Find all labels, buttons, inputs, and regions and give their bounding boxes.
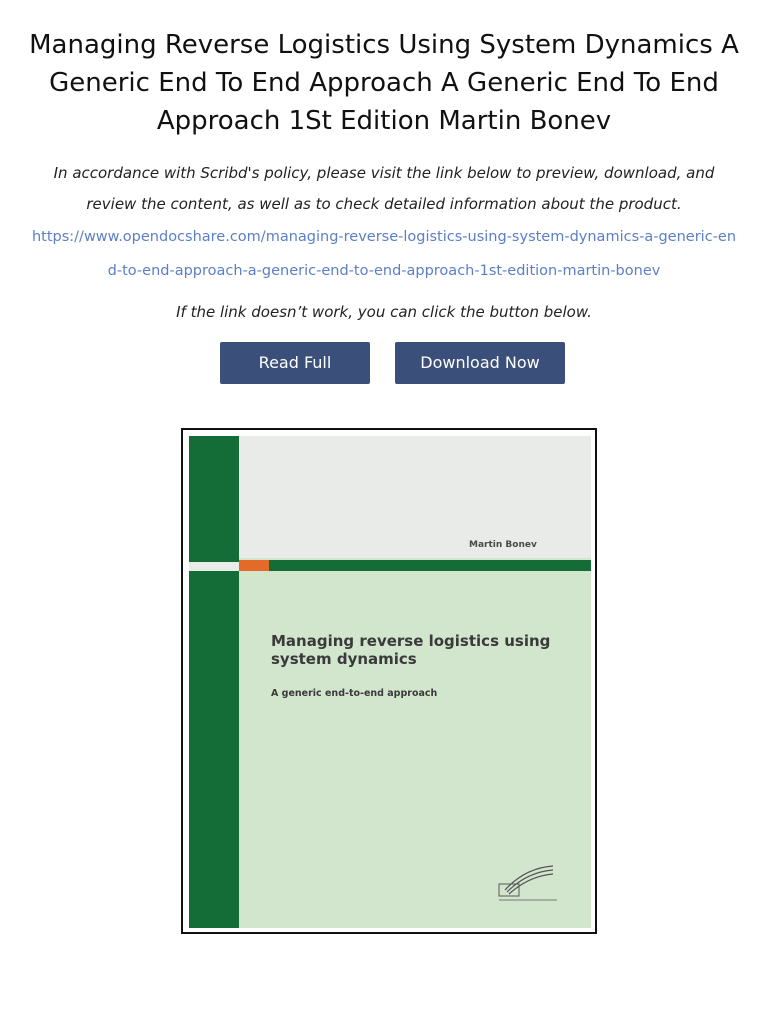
download-now-button[interactable]: Download Now: [395, 342, 565, 384]
book-cover-image: [181, 428, 597, 934]
cover-title: Managing reverse logistics using system dynamics: [271, 632, 551, 668]
publisher-logo-icon: [495, 860, 559, 904]
read-full-button[interactable]: Read Full: [220, 342, 370, 384]
cover-band: [239, 560, 591, 571]
book-cover: [189, 436, 591, 928]
product-link[interactable]: https://www.opendocshare.com/managing-reverse-logistics-using-system-dynamics-a-generic-end-to-end-approach-a-generic-end-to-end-approach-1st-edition-martin-bonev: [31, 229, 737, 279]
cover-band-light: [189, 562, 239, 571]
fallback-hint: If the link doesn’t work, you can click the button below.: [176, 303, 592, 321]
cover-orange-accent: [239, 560, 269, 571]
policy-notice: In accordance with Scribd's policy, please visit the link below to preview, download, and review the content, as well as to check detailed information about the product.: [53, 164, 715, 213]
cover-spine: [189, 436, 239, 928]
cover-subtitle: A generic end-to-end approach: [271, 688, 438, 699]
page-title: Managing Reverse Logistics Using System Dynamics A Generic End To End Approach A Generic End To End Approach 1St Edition Martin Bonev: [29, 30, 739, 136]
cover-author: Martin Bonev: [469, 540, 537, 550]
